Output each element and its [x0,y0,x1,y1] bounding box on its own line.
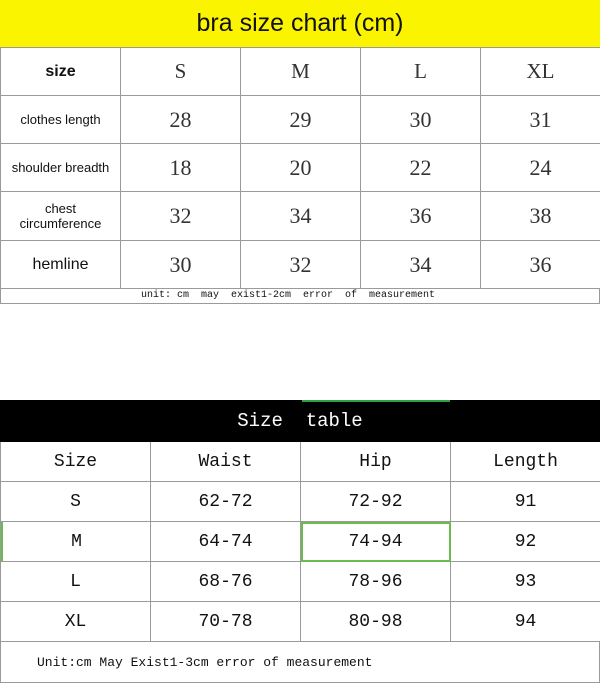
row-label-clothes-length: clothes length [1,96,121,144]
size-header-label: size [1,48,121,96]
table-cell: 78-96 [301,562,451,602]
size-col-s: S [121,48,241,96]
size-table-header-bar [0,400,600,442]
table-cell: 72-92 [301,482,451,522]
table-cell: 92 [451,522,600,562]
table-cell: 32 [121,192,241,241]
table-cell: 68-76 [151,562,301,602]
bra-size-chart-title: bra size chart (cm) [0,0,600,47]
table-cell: 34 [241,192,361,241]
table-cell: 32 [241,241,361,289]
table-cell: 30 [121,241,241,289]
measurement-note: Unit:cm May Exist1-3cm error of measurement [0,642,600,683]
bra-size-chart [0,0,600,304]
table-cell: 20 [241,144,361,192]
highlighted-cell: 74-94 [301,522,451,562]
column-header-hip: Hip [301,442,451,482]
table-cell: 80-98 [301,602,451,642]
green-accent-line [302,400,450,402]
table-cell: 62-72 [151,482,301,522]
table-cell: 36 [361,192,481,241]
table-cell: 91 [451,482,600,522]
size-col-m: M [241,48,361,96]
table-cell: 93 [451,562,600,602]
table-cell: 31 [481,96,600,144]
table-cell: 28 [121,96,241,144]
size-table-title: Size table [237,410,363,432]
table-cell: L [1,562,151,602]
table-cell: M [1,522,151,562]
size-table [0,442,600,642]
size-col-l: L [361,48,481,96]
table-cell: 64-74 [151,522,301,562]
size-col-xl: XL [481,48,600,96]
table-cell: 38 [481,192,600,241]
table-cell: 70-78 [151,602,301,642]
table-cell: 34 [361,241,481,289]
table-cell: 18 [121,144,241,192]
row-label-shoulder-breadth: shoulder breadth [1,144,121,192]
size-table-chart [0,400,600,683]
table-cell: 24 [481,144,600,192]
column-header-length: Length [451,442,600,482]
column-header-waist: Waist [151,442,301,482]
bra-size-table [0,47,600,289]
table-cell: 30 [361,96,481,144]
table-cell: 36 [481,241,600,289]
measurement-note: unit: cm may exist1-2cm error of measurement [0,289,600,304]
table-cell: 94 [451,602,600,642]
table-cell: S [1,482,151,522]
table-cell: 29 [241,96,361,144]
column-header-size: Size [1,442,151,482]
table-cell: XL [1,602,151,642]
row-label-chest-circumference: chest circumference [1,192,121,241]
table-cell: 22 [361,144,481,192]
row-label-hemline: hemline [1,241,121,289]
